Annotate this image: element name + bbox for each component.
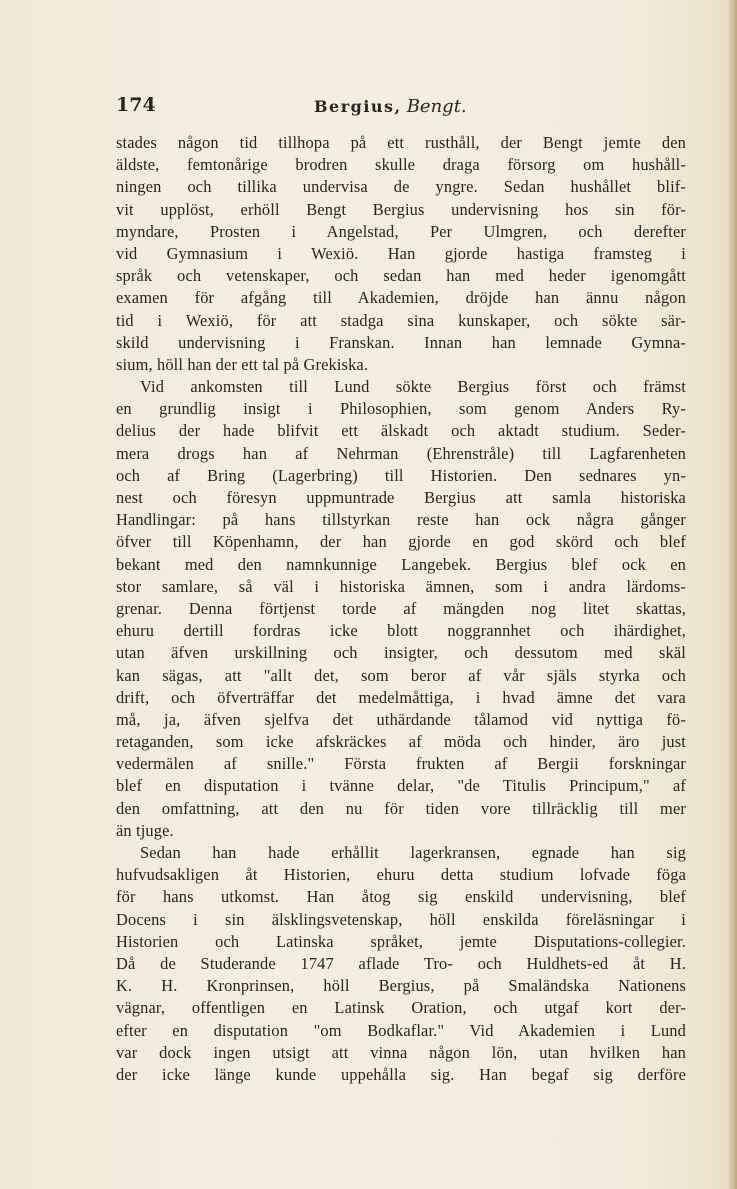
text-line: efter en disputation "om Bodkaflar." Vid Akademien i Lund <box>116 1020 686 1040</box>
text-line: Vid ankomsten till Lund sökte Bergius först och främst <box>140 377 686 397</box>
text-line: öfver till Köpenhamn, der han gjorde en god skörd och blef <box>116 532 686 552</box>
text-line: nest och föresyn uppmuntrade Bergius att samla historiska <box>116 488 686 507</box>
text-line: den omfattning, att den nu för tiden vore tillräcklig till mer <box>116 798 686 818</box>
text-line: myndare, Prosten i Angelstad, Per Ulmgren, och derefter <box>116 221 686 241</box>
text-line: vit upplöst, erhöll Bengt Bergius undervisning hos sin för- <box>116 199 686 219</box>
text-line: och af Bring (Lagerbring) till Historien. Den sednares yn- <box>116 465 686 485</box>
page-edge <box>727 0 737 1189</box>
text-line: Då de Studerande 1747 aflade Tro- och Huldhets-ed åt H. <box>116 953 686 973</box>
text-line: der icke länge kunde uppehålla sig. Han begaf sig derföre <box>116 1064 686 1084</box>
text-line: må, ja, äfven sjelfva det uthärdande tålamod vid nyttiga fö- <box>116 709 686 729</box>
text-line: K. H. Kronprinsen, höll Bergius, på Smaländska Nationens <box>116 976 686 996</box>
text-line: ningen och tillika undervisa de yngre. Sedan hushållet blif- <box>116 177 686 197</box>
text-line: äldste, femtonårige brodren skulle draga försorg om hushåll- <box>116 155 686 175</box>
text-line: än tjuge. <box>116 820 174 840</box>
text-line: Sedan han hade erhållit lagerkransen, egnade han sig <box>140 843 686 862</box>
text-line: stor samlare, så väl i historiska ämnen, som i andra lärdoms- <box>116 576 686 596</box>
text-line: sium, höll han der ett tal på Grekiska. <box>116 354 369 374</box>
text-line: utan äfven urskillning och insigter, och dessutom med skäl <box>116 643 686 663</box>
text-line: Docens i sin älsklingsvetenskap, höll enskilda föreläsningar i <box>116 909 686 929</box>
text-line: vedermälen af snille." Första frukten af Bergii forskningar <box>116 754 686 774</box>
text-line: vid Gymnasium i Wexiö. Han gjorde hastiga framsteg i <box>116 243 686 263</box>
text-line: examen för afgång till Akademien, dröjde han ännu någon <box>116 288 686 308</box>
text-line: retaganden, som icke afskräckes af möda och hinder, äro just <box>116 732 686 752</box>
text-line: tid i Wexiö, för att stadga sina kunskaper, och sökte sär- <box>116 310 686 330</box>
text-line: för hans utkomst. Han åtog sig enskild undervisning, blef <box>116 887 686 907</box>
text-line: språk och vetenskaper, och sedan han med heder igenomgått <box>116 266 686 286</box>
text-line: vägnar, offentligen en Latinsk Oration, och utgaf kort der- <box>116 998 686 1018</box>
text-line: skild undervisning i Franskan. Innan han lemnade Gymna- <box>116 332 686 352</box>
running-head-name: Bergius, <box>314 97 402 116</box>
text-line: ehuru dertill fordras icke blott noggrannhet och ihärdighet, <box>116 621 686 641</box>
text-line: bekant med den namnkunnige Langebek. Bergius blef ock en <box>116 554 686 574</box>
text-line: stades någon tid tillhopa på ett rusthåll, der Bengt jemte den <box>116 133 686 152</box>
text-line: delius der hade blifvit ett älskadt och aktadt studium. Seder- <box>116 421 686 441</box>
text-line: grenar. Denna förtjenst torde af mängden nog litet skattas, <box>116 598 686 618</box>
text-line: Historien och Latinska språket, jemte Disputations-collegier. <box>116 931 686 951</box>
page-number: 174 <box>116 94 156 116</box>
text-line: drift, och öfverträffar det medelmåttiga, i hvad ämne det vara <box>116 687 686 707</box>
running-head-given-name: Bengt. <box>406 96 467 117</box>
text-line: hufvudsakligen åt Historien, ehuru detta studium lofvade föga <box>116 865 686 885</box>
running-head <box>314 96 467 117</box>
page-header <box>116 94 564 120</box>
text-line: kan sägas, att "allt det, som beror af vår själs styrka och <box>116 665 686 685</box>
text-line: blef en disputation i tvänne delar, "de Titulis Principum," af <box>116 776 686 796</box>
text-line: mera drogs han af Nehrman (Ehrenstråle) till Lagfarenheten <box>116 443 686 463</box>
text-line: var dock ingen utsigt att vinna någon lön, utan hvilken han <box>116 1042 686 1062</box>
text-line: Handlingar: på hans tillstyrkan reste han ock några gånger <box>116 510 686 530</box>
body-text <box>116 132 686 1086</box>
text-line: en grundlig insigt i Philosophien, som genom Anders Ry- <box>116 399 686 419</box>
